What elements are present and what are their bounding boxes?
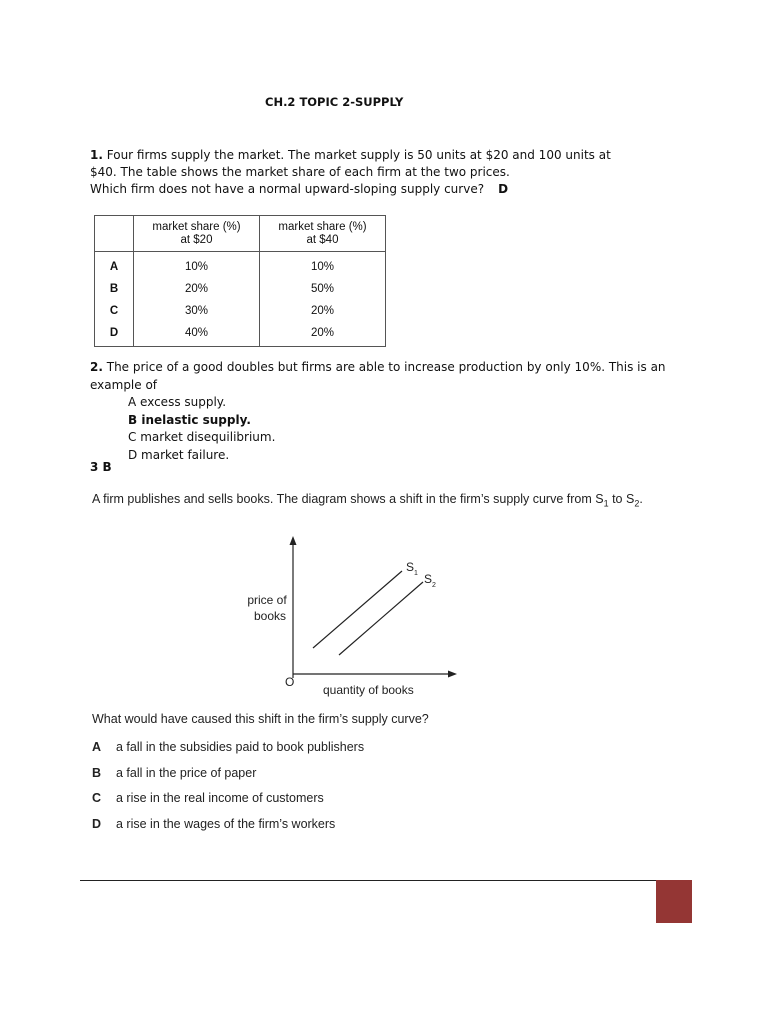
table-row <box>95 322 386 347</box>
origin-label: O <box>285 675 295 689</box>
question-1-line1: 1. Four firms supply the market. The market supply is 50 units at $20 and 100 units at <box>90 148 611 162</box>
share-at20-cell: 30% <box>134 300 260 322</box>
question-1-line2: $40. The table shows the market share of each firm at the two prices. <box>90 165 510 179</box>
question-1-number: 1. <box>90 148 103 162</box>
question-2-option-d: D market failure. <box>128 447 230 462</box>
question-3-option: B a fall in the price of paper <box>92 765 257 780</box>
s1-label: S <box>406 560 415 574</box>
table-row <box>95 252 386 279</box>
y-axis-arrow <box>290 536 297 545</box>
table-header-row <box>95 216 386 252</box>
firm-cell: B <box>95 278 134 300</box>
table-row <box>95 278 386 300</box>
table-row <box>95 300 386 322</box>
question-3-option: D a rise in the wages of the firm’s workers <box>92 816 336 831</box>
question-2-option-b: B inelastic supply. <box>128 412 251 427</box>
firm-cell: D <box>95 322 134 347</box>
question-2 <box>90 359 710 464</box>
share-at20-cell: 10% <box>134 252 260 279</box>
firm-cell: C <box>95 300 134 322</box>
page-title: CH.2 TOPIC 2-SUPPLY <box>265 95 404 109</box>
question-3-option: A a fall in the subsidies paid to book publishers <box>92 740 365 754</box>
question-2-option-a: A excess supply. <box>128 395 227 409</box>
question-3-option: C a rise in the real income of customers <box>92 791 324 805</box>
x-axis-arrow <box>448 671 457 678</box>
question-3-prompt: What would have caused this shift in the firm’s supply curve? <box>92 712 429 726</box>
footer-accent-block <box>656 880 692 923</box>
question-3-stem: A firm publishes and sells books. The diagram shows a shift in the firm’s supply curve from $S_1$ to $S_2$. <box>92 492 643 509</box>
market-share-table <box>94 215 386 347</box>
table-header-firm <box>95 216 134 252</box>
question-1-line3: Which firm does not have a normal upward-sloping supply curve? D <box>90 182 509 196</box>
footer-rule <box>80 880 658 881</box>
firm-cell: A <box>95 252 134 279</box>
question-3-options <box>92 740 364 842</box>
question-2-number: 2. <box>90 360 103 374</box>
supply-curve-s1 <box>313 571 402 648</box>
share-at40-cell: 20% <box>260 300 386 322</box>
share-at40-cell: 20% <box>260 322 386 347</box>
y-axis-label-line1: price of <box>247 593 287 607</box>
supply-curve-s2 <box>339 582 423 655</box>
x-axis-label: quantity of books <box>323 683 414 697</box>
question-2-option-c: C market disequilibrium. <box>128 430 276 444</box>
share-at40-cell: 50% <box>260 278 386 300</box>
share-at40-cell: 10% <box>260 252 386 279</box>
table-header-at40: market share (%) at $40 <box>260 216 386 252</box>
supply-shift-diagram <box>230 530 470 705</box>
question-1-answer: D <box>498 182 509 196</box>
s2-subscript: 2 <box>432 582 436 589</box>
share-at20-cell: 20% <box>134 278 260 300</box>
question-1 <box>90 147 690 198</box>
s2-label: S <box>424 572 433 586</box>
question-3-label: 3 B <box>90 460 112 474</box>
share-at20-cell: 40% <box>134 322 260 347</box>
y-axis-label-line2: books <box>253 609 287 623</box>
table-header-at20: market share (%) at $20 <box>134 216 260 252</box>
s1-subscript: 1 <box>414 570 418 577</box>
question-2-stem: 2. The price of a good doubles but firms are able to increase production by only 10%. This is an example of <box>90 360 666 392</box>
